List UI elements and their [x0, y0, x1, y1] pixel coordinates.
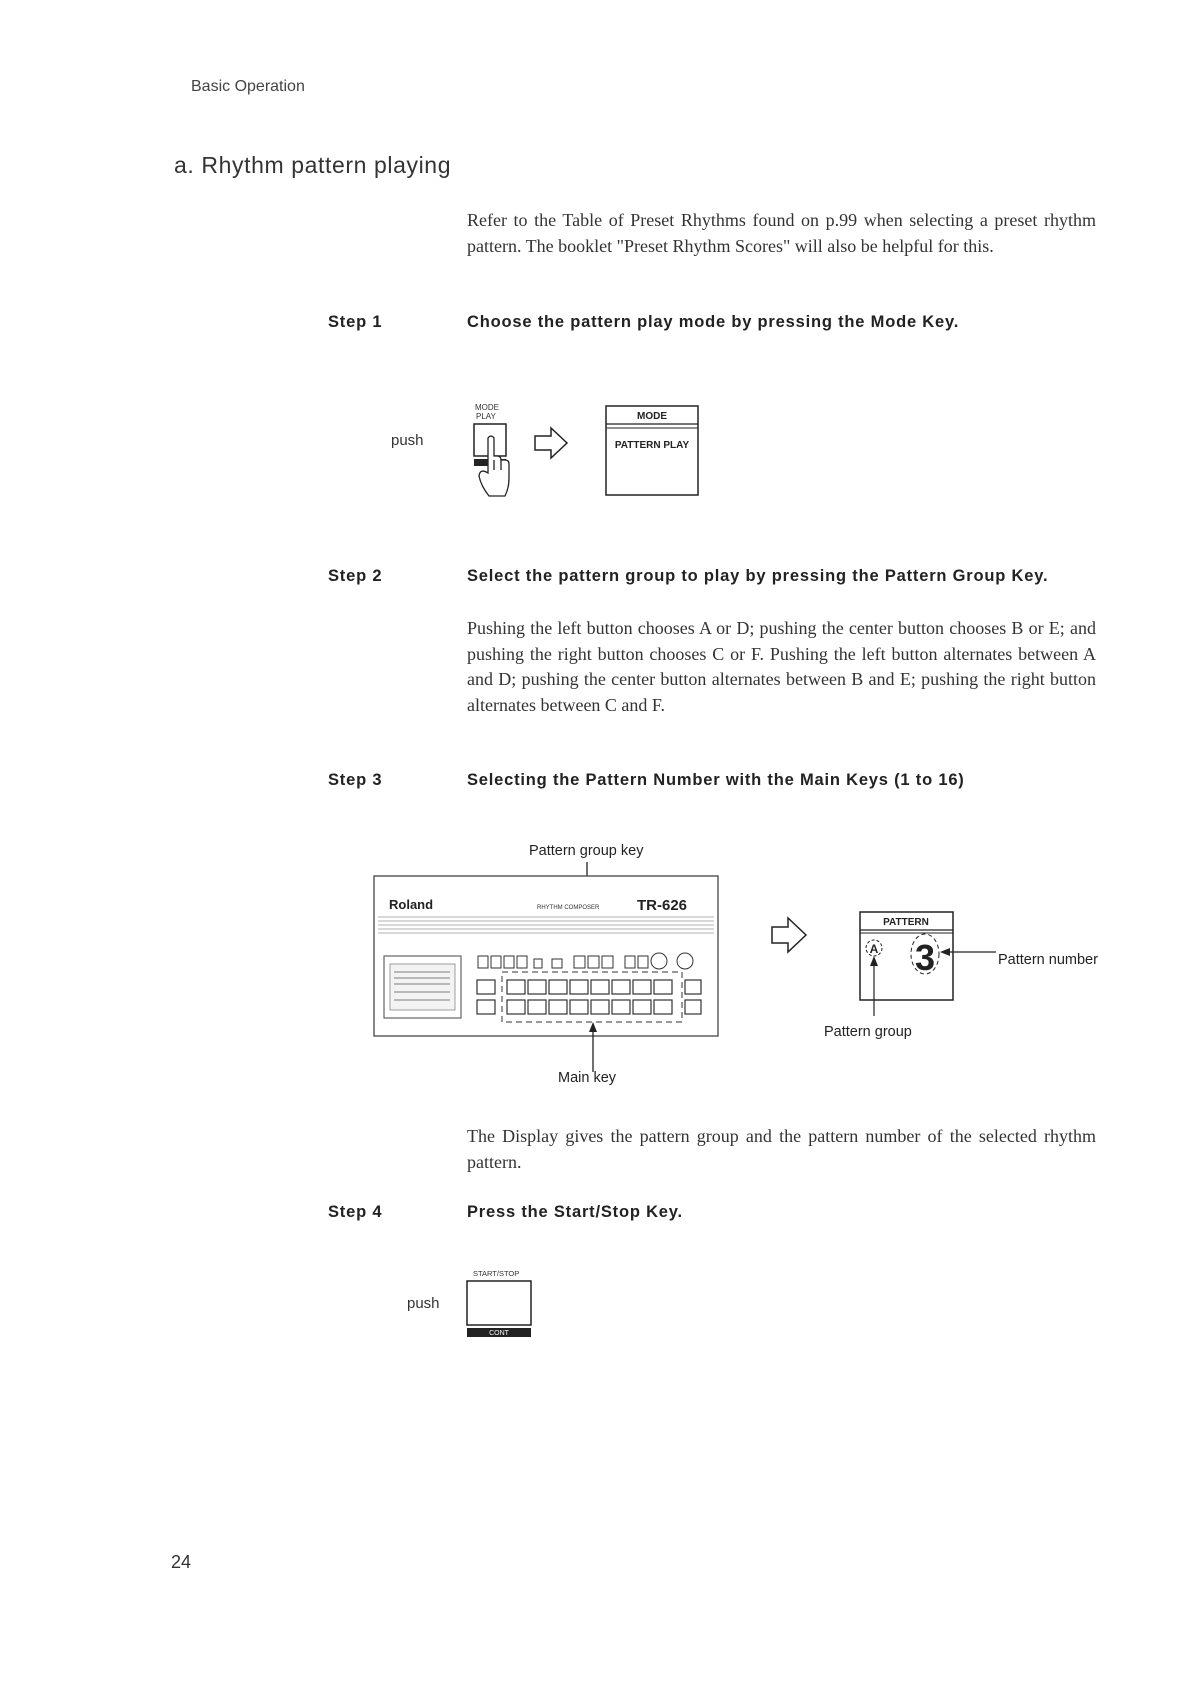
model-prefix: RHYTHM COMPOSER	[537, 905, 600, 911]
step-2-paragraph: Pushing the left button chooses A or D; pushing the center button chooses B or E; and pushing the right button chooses C or F. Pushing the left button alternates between A and D; pushing the center button alternates between B and E; pushing the right button alternates between C and F.	[467, 618, 1096, 715]
page-number: 24	[171, 1552, 192, 1572]
arrow-right-icon	[770, 910, 820, 960]
pattern-digit: 3	[914, 937, 936, 978]
running-header: Basic Operation	[191, 78, 305, 95]
pattern-group-key-label: Pattern group key	[529, 843, 644, 859]
mode-key-label-top: MODE	[475, 403, 499, 412]
pattern-group-label: Pattern group	[824, 1024, 912, 1040]
pattern-display-figure	[840, 910, 1100, 1030]
step-3-label: Step 3	[328, 771, 383, 789]
brand-logo: Roland	[389, 897, 434, 912]
section-title: a. Rhythm pattern playing	[174, 152, 452, 178]
mode-display-title: MODE	[637, 411, 667, 422]
start-stop-button	[467, 1281, 531, 1325]
mode-display-value: PATTERN PLAY	[614, 440, 690, 451]
intro-paragraph: Refer to the Table of Preset Rhythms found on p.99 when selecting a preset rhythm pattern. The booklet "Preset Rhythm Scores" will also be helpful for this.	[467, 210, 1096, 256]
mode-key-label-bottom: PLAY	[476, 412, 496, 421]
push-label: push	[391, 432, 424, 449]
step-1-label: Step 1	[328, 313, 383, 331]
step-3-instruction: Selecting the Pattern Number with the Main Keys (1 to 16)	[467, 771, 965, 789]
mode-key-figure	[455, 398, 715, 498]
model-name: TR-626	[637, 897, 688, 914]
pattern-display-title: PATTERN	[883, 917, 929, 928]
tr626-figure	[372, 862, 722, 1072]
step-2-instruction: Select the pattern group to play by pressing the Pattern Group Key.	[467, 567, 1049, 585]
step-4-instruction: Press the Start/Stop Key.	[467, 1203, 683, 1221]
push-label: push	[407, 1295, 440, 1312]
step-4-label: Step 4	[328, 1203, 383, 1221]
display-paragraph: The Display gives the pattern group and the pattern number of the selected rhythm pattern.	[467, 1126, 1096, 1172]
pattern-number-label: Pattern number	[998, 952, 1098, 968]
group-letter: A	[869, 942, 879, 956]
start-stop-key-figure	[465, 1268, 545, 1338]
cont-label: CONT	[489, 1330, 509, 1337]
step-1-instruction: Choose the pattern play mode by pressing the Mode Key.	[467, 313, 960, 331]
start-stop-key-label: START/STOP	[473, 1269, 520, 1278]
arrow-right-icon	[535, 428, 567, 458]
main-key-label: Main key	[558, 1070, 617, 1086]
step-2-label: Step 2	[328, 567, 383, 585]
